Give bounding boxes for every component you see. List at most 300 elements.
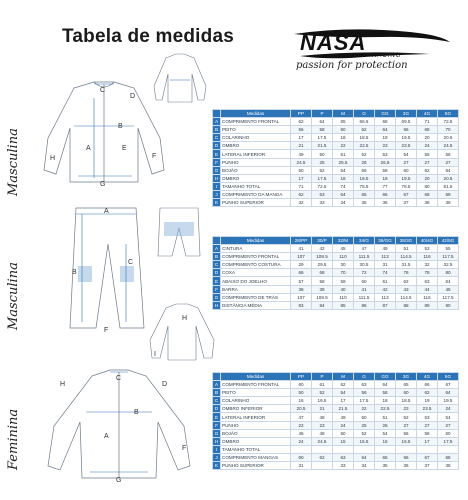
table-row	[213, 389, 459, 397]
size-value-cell: 24.5	[291, 158, 312, 166]
size-value-cell: 18.5	[354, 134, 375, 142]
size-value-cell: 44	[417, 285, 438, 293]
table-header-cell: 28/PP	[291, 237, 312, 245]
size-value-cell	[396, 445, 417, 453]
table-header-cell: G	[354, 110, 375, 118]
size-value-cell: 42	[312, 245, 333, 253]
size-value-cell: 34	[333, 199, 354, 207]
size-value-cell: 52	[312, 166, 333, 174]
row-letter-cell: A	[213, 245, 221, 253]
size-value-cell: 25	[354, 421, 375, 429]
fem-jacket-diagram	[34, 366, 204, 484]
size-value-cell: 19	[375, 134, 396, 142]
table-header-cell: 3G	[396, 110, 417, 118]
size-value-cell: 27	[396, 158, 417, 166]
measure-name-cell: TAMANHO TOTAL	[221, 445, 291, 453]
table-row	[213, 453, 459, 461]
size-value-cell: 38	[417, 199, 438, 207]
size-value-cell: 66	[291, 269, 312, 277]
row-letter-cell: I	[213, 182, 221, 190]
size-value-cell: 49	[333, 413, 354, 421]
size-value-cell: 17.5	[354, 397, 375, 405]
section-label-masc-pants: Masculina	[6, 262, 21, 330]
section-label-masc-jacket: Masculina	[6, 128, 21, 196]
size-value-cell: 58	[375, 389, 396, 397]
table-row	[213, 245, 459, 253]
size-value-cell: 87	[375, 301, 396, 309]
table-header-row	[213, 237, 459, 245]
size-value-cell: 20	[417, 174, 438, 182]
size-value-cell: 62	[396, 277, 417, 285]
size-value-cell: 42	[375, 285, 396, 293]
table-row	[213, 269, 459, 277]
size-value-cell: 25	[312, 158, 333, 166]
size-value-cell: 24.5	[312, 437, 333, 445]
size-value-cell: 24	[333, 421, 354, 429]
size-value-cell	[333, 445, 354, 453]
table-row	[213, 421, 459, 429]
size-value-cell: 117.5	[438, 253, 459, 261]
measure-name-cell: COMPRIMENTO COSTURA	[221, 261, 291, 269]
table-row	[213, 150, 459, 158]
size-value-cell: 15	[333, 437, 354, 445]
fem-letter-f: F	[182, 445, 187, 452]
size-value-cell: 32	[291, 199, 312, 207]
jacket-letter-c: C	[100, 87, 106, 94]
table-row	[213, 134, 459, 142]
measure-name-cell: DISTÂNCIA MÉDIA	[221, 301, 291, 309]
size-value-cell: 68	[438, 453, 459, 461]
fem-letter-b: B	[134, 409, 139, 416]
table-header-row	[213, 373, 459, 381]
size-value-cell: 16.5	[312, 397, 333, 405]
measure-name-cell: PEITO	[221, 126, 291, 134]
size-value-cell: 18	[375, 397, 396, 405]
size-value-cell: 63	[354, 381, 375, 389]
measure-name-cell: OMBRO	[221, 437, 291, 445]
size-value-cell: 59	[333, 277, 354, 285]
table-header-cell: 40/4G	[417, 237, 438, 245]
size-value-cell: 63	[417, 277, 438, 285]
table-row	[213, 293, 459, 301]
measure-name-cell: BOJÃO	[221, 166, 291, 174]
size-value-cell: 76	[396, 269, 417, 277]
size-value-cell: 58	[375, 166, 396, 174]
size-value-cell: 67	[417, 453, 438, 461]
table-row	[213, 285, 459, 293]
size-value-cell: 25.5	[333, 158, 354, 166]
measure-name-cell: LATERAL INFERIOR	[221, 150, 291, 158]
brand-tagline: passion for protection	[296, 60, 408, 71]
measure-name-cell: PUNHO	[221, 158, 291, 166]
size-value-cell	[291, 445, 312, 453]
size-value-cell: 33	[312, 199, 333, 207]
size-value-cell: 53	[417, 245, 438, 253]
measure-name-cell: PEITO	[221, 389, 291, 397]
measure-name-cell: LATERAL INFERIOR	[221, 413, 291, 421]
row-letter-cell: B	[213, 253, 221, 261]
size-value-cell: 31	[375, 261, 396, 269]
table-header-cell: G	[354, 373, 375, 381]
size-value-cell: 68	[375, 118, 396, 126]
row-letter-cell: E	[213, 150, 221, 158]
size-value-cell: 24	[417, 142, 438, 150]
size-value-cell: 86	[354, 301, 375, 309]
size-value-cell: 114.5	[396, 253, 417, 261]
row-letter-cell: A	[213, 381, 221, 389]
size-value-cell: 58	[312, 126, 333, 134]
row-letter-cell: E	[213, 413, 221, 421]
size-value-cell: 66.5	[354, 118, 375, 126]
size-value-cell: 39	[438, 199, 459, 207]
table-row	[213, 261, 459, 269]
size-value-cell: 114.5	[396, 293, 417, 301]
size-value-cell: 39	[312, 285, 333, 293]
table-header-cell: 4G	[417, 373, 438, 381]
table-header-cell: 34/G	[354, 237, 375, 245]
measure-name-cell: COMPRIMENTO FRONTAL	[221, 118, 291, 126]
size-value-cell: 62	[291, 118, 312, 126]
size-value-cell: 47	[291, 413, 312, 421]
size-value-cell: 55	[417, 150, 438, 158]
size-value-cell: 65	[396, 381, 417, 389]
size-value-cell: 54	[333, 389, 354, 397]
size-value-cell: 23	[375, 142, 396, 150]
measure-name-cell: COXA	[221, 269, 291, 277]
table-row	[213, 381, 459, 389]
table-header-cell: M	[333, 110, 354, 118]
size-value-cell: 21.5	[312, 142, 333, 150]
size-value-cell	[312, 462, 333, 470]
size-value-cell: 84	[312, 301, 333, 309]
jacket-letter-e: E	[122, 145, 127, 152]
size-value-cell: 69.5	[396, 118, 417, 126]
size-value-cell: 68	[417, 190, 438, 198]
size-value-cell: 17.5	[438, 437, 459, 445]
table-header-cell: 3G	[396, 373, 417, 381]
size-value-cell: 24	[438, 405, 459, 413]
size-value-cell: 67	[396, 190, 417, 198]
size-value-cell: 18	[333, 134, 354, 142]
table-header-cell: P	[312, 110, 333, 118]
size-value-cell: 56	[438, 150, 459, 158]
size-value-cell: 56	[354, 166, 375, 174]
size-value-cell: 71	[291, 182, 312, 190]
size-value-cell: 72.5	[312, 182, 333, 190]
table-row	[213, 397, 459, 405]
measure-name-cell: TAMANHO TOTAL	[221, 182, 291, 190]
jacket-letter-b: B	[118, 123, 123, 130]
size-value-cell: 62	[333, 381, 354, 389]
size-value-cell: 60	[438, 429, 459, 437]
size-value-cell: 19.5	[438, 397, 459, 405]
row-letter-cell: G	[213, 166, 221, 174]
row-letter-cell: J	[213, 190, 221, 198]
size-value-cell: 51	[333, 150, 354, 158]
measure-name-cell: PUNHO SUPERIOR	[221, 199, 291, 207]
size-value-cell: 72.5	[438, 118, 459, 126]
size-value-cell: 53	[417, 413, 438, 421]
size-value-cell: 75.5	[354, 182, 375, 190]
row-letter-cell: C	[213, 134, 221, 142]
size-value-cell: 65	[354, 190, 375, 198]
table-header-cell: P	[312, 373, 333, 381]
row-letter-cell: A	[213, 118, 221, 126]
size-value-cell: 30.5	[354, 261, 375, 269]
size-value-cell: 74	[375, 269, 396, 277]
jacket-letter-f: F	[152, 153, 157, 160]
table-row	[213, 182, 459, 190]
size-value-cell: 113	[375, 293, 396, 301]
size-value-cell: 20.5	[291, 405, 312, 413]
measure-name-cell: COMPRIMENTO FRONTAL	[221, 253, 291, 261]
fem-letter-c: C	[116, 375, 122, 382]
size-value-cell: 62	[417, 166, 438, 174]
size-value-cell	[438, 445, 459, 453]
size-value-cell: 27	[396, 421, 417, 429]
size-value-cell: 60	[333, 126, 354, 134]
size-value-cell: 34	[354, 462, 375, 470]
pants-front-diagram	[62, 204, 152, 334]
table-header-cell: 32/M	[333, 237, 354, 245]
size-value-cell: 17	[291, 174, 312, 182]
size-value-cell: 116	[417, 253, 438, 261]
size-value-cell: 54	[438, 413, 459, 421]
size-value-cell: 70	[333, 269, 354, 277]
size-value-cell	[354, 445, 375, 453]
table-row	[213, 118, 459, 126]
row-letter-cell: H	[213, 174, 221, 182]
size-value-cell: 52	[312, 389, 333, 397]
table-header-cell: GG	[375, 110, 396, 118]
size-value-cell: 20.5	[438, 174, 459, 182]
size-value-cell: 116	[417, 293, 438, 301]
size-value-cell: 60	[396, 166, 417, 174]
size-value-cell: 52	[354, 150, 375, 158]
size-value-cell: 83	[291, 301, 312, 309]
size-value-cell: 23	[396, 405, 417, 413]
row-letter-cell: K	[213, 199, 221, 207]
size-value-cell: 48	[312, 413, 333, 421]
size-value-cell: 46	[291, 429, 312, 437]
pants-letter-b: B	[72, 269, 77, 276]
pants-letter-a: A	[104, 208, 109, 215]
size-value-cell: 35	[354, 199, 375, 207]
size-value-cell: 60	[354, 277, 375, 285]
pants-letter-c: C	[128, 259, 134, 266]
row-letter-cell: C	[213, 397, 221, 405]
table-header-cell: GG	[375, 373, 396, 381]
table-row	[213, 437, 459, 445]
size-value-cell: 68	[417, 126, 438, 134]
size-value-cell: 62	[354, 126, 375, 134]
size-value-cell: 57	[291, 277, 312, 285]
size-value-cell	[417, 445, 438, 453]
jacket-letter-g: G	[100, 181, 106, 188]
size-value-cell: 110	[333, 293, 354, 301]
size-value-cell: 51	[375, 413, 396, 421]
table-header-cell	[213, 110, 221, 118]
size-value-cell: 50	[291, 389, 312, 397]
size-value-cell: 61	[312, 381, 333, 389]
jacket-letter-a: A	[86, 145, 91, 152]
size-value-cell: 74	[333, 182, 354, 190]
size-value-cell: 17.5	[312, 134, 333, 142]
measure-name-cell: COMPRIMENTO MANGAS	[221, 453, 291, 461]
size-value-cell: 60	[291, 453, 312, 461]
size-value-cell: 108.5	[312, 253, 333, 261]
table-row	[213, 301, 459, 309]
table-row	[213, 253, 459, 261]
row-letter-cell: D	[213, 142, 221, 150]
fem-letter-d: D	[162, 381, 168, 388]
measure-name-cell: COLARINHO	[221, 397, 291, 405]
size-value-cell: 37	[417, 462, 438, 470]
size-value-cell: 64	[438, 166, 459, 174]
size-value-cell: 24	[291, 437, 312, 445]
fem-letter-g: G	[116, 477, 122, 484]
size-value-cell: 16	[291, 397, 312, 405]
size-value-cell: 81.5	[438, 182, 459, 190]
size-value-cell: 64	[438, 389, 459, 397]
size-value-cell: 54	[396, 150, 417, 158]
measure-name-cell: ABAIXO DO JOELHO	[221, 277, 291, 285]
row-letter-cell: C	[213, 261, 221, 269]
size-value-cell: 16	[375, 437, 396, 445]
measure-name-cell: OMBRO INFERIOR	[221, 405, 291, 413]
table-row	[213, 158, 459, 166]
size-value-cell: 23.5	[417, 405, 438, 413]
size-value-cell: 65	[375, 453, 396, 461]
size-value-cell: 72	[354, 269, 375, 277]
row-letter-cell: K	[213, 462, 221, 470]
row-letter-cell: F	[213, 285, 221, 293]
size-value-cell: 22	[291, 421, 312, 429]
size-value-cell: 67	[438, 381, 459, 389]
pants-back-diagram	[156, 204, 202, 260]
size-value-cell: 29.5	[312, 261, 333, 269]
table-header-cell: PP	[291, 110, 312, 118]
measure-name-cell: COMPRIMENTO DA MANGA	[221, 190, 291, 198]
size-value-cell: 41	[354, 285, 375, 293]
size-value-cell: 45	[438, 285, 459, 293]
size-value-cell: 62	[312, 453, 333, 461]
size-value-cell: 69	[438, 190, 459, 198]
masc-jacket-table	[212, 109, 459, 207]
size-value-cell: 45	[333, 245, 354, 253]
table-header-cell	[213, 373, 221, 381]
size-value-cell: 66	[417, 381, 438, 389]
size-value-cell: 111.5	[354, 253, 375, 261]
table-header-cell: Medidas	[221, 237, 291, 245]
size-value-cell: 38	[438, 462, 459, 470]
size-value-cell: 65	[333, 118, 354, 126]
table-header-cell: 5G	[438, 110, 459, 118]
size-value-cell: 31	[291, 462, 312, 470]
size-value-cell: 19	[417, 397, 438, 405]
size-value-cell: 23.5	[396, 142, 417, 150]
fem-letter-h: H	[60, 381, 66, 388]
size-value-cell: 62	[417, 389, 438, 397]
size-value-cell: 51	[396, 245, 417, 253]
size-value-cell: 27	[438, 158, 459, 166]
size-value-cell: 48	[312, 429, 333, 437]
measure-name-cell: BOJÃO	[221, 429, 291, 437]
size-value-cell: 60	[396, 389, 417, 397]
size-value-cell: 70	[438, 126, 459, 134]
size-value-cell: 18	[333, 174, 354, 182]
size-value-cell: 50	[291, 166, 312, 174]
measure-name-cell: CINTURA	[221, 245, 291, 253]
size-value-cell: 21	[312, 405, 333, 413]
size-value-cell: 43	[396, 285, 417, 293]
size-value-cell: 53	[375, 150, 396, 158]
size-value-cell: 62	[291, 190, 312, 198]
size-value-cell: 63	[333, 453, 354, 461]
size-value-cell: 33	[333, 462, 354, 470]
page-title: Tabela de medidas	[62, 26, 234, 47]
table-row	[213, 166, 459, 174]
size-value-cell: 49	[375, 245, 396, 253]
size-value-cell: 38	[291, 285, 312, 293]
size-value-cell: 17	[291, 134, 312, 142]
size-value-cell: 26	[375, 421, 396, 429]
size-value-cell: 19.5	[396, 174, 417, 182]
size-value-cell: 66	[396, 126, 417, 134]
size-value-cell: 56	[354, 389, 375, 397]
table-header-cell: 38/3G	[396, 237, 417, 245]
measure-name-cell: OMBRO	[221, 174, 291, 182]
size-value-cell: 78	[417, 269, 438, 277]
size-value-cell: 90	[438, 301, 459, 309]
size-value-cell: 54	[375, 429, 396, 437]
size-value-cell: 22.5	[354, 142, 375, 150]
table-header-cell: 30/P	[312, 237, 333, 245]
row-letter-cell: D	[213, 269, 221, 277]
row-letter-cell: H	[213, 437, 221, 445]
size-value-cell: 78.5	[396, 182, 417, 190]
size-value-cell: 17	[333, 397, 354, 405]
table-header-cell: Medidas	[221, 373, 291, 381]
size-value-cell: 107	[291, 253, 312, 261]
size-value-cell: 27	[417, 158, 438, 166]
table-header-cell: 4G	[417, 110, 438, 118]
table-header-cell: PP	[291, 373, 312, 381]
size-value-cell: 21	[291, 142, 312, 150]
size-value-cell: 40	[333, 285, 354, 293]
size-value-cell: 49	[291, 150, 312, 158]
size-value-cell: 80	[438, 269, 459, 277]
table-row	[213, 142, 459, 150]
size-value-cell: 24.5	[438, 142, 459, 150]
jacket-back-letter-h: H	[182, 315, 188, 322]
table-header-cell	[213, 237, 221, 245]
table-row	[213, 190, 459, 198]
size-value-cell: 60	[291, 381, 312, 389]
size-value-cell: 35	[375, 462, 396, 470]
measure-name-cell: COLARINHO	[221, 134, 291, 142]
size-value-cell: 27	[417, 421, 438, 429]
measure-name-cell: PUNHO	[221, 421, 291, 429]
masc-pants-table	[212, 236, 459, 310]
size-value-cell: 64	[333, 190, 354, 198]
size-value-cell: 85	[333, 301, 354, 309]
table-row	[213, 199, 459, 207]
size-value-cell: 64	[354, 453, 375, 461]
size-value-cell: 111.5	[354, 293, 375, 301]
size-value-cell: 71	[417, 118, 438, 126]
size-value-cell: 47	[354, 245, 375, 253]
